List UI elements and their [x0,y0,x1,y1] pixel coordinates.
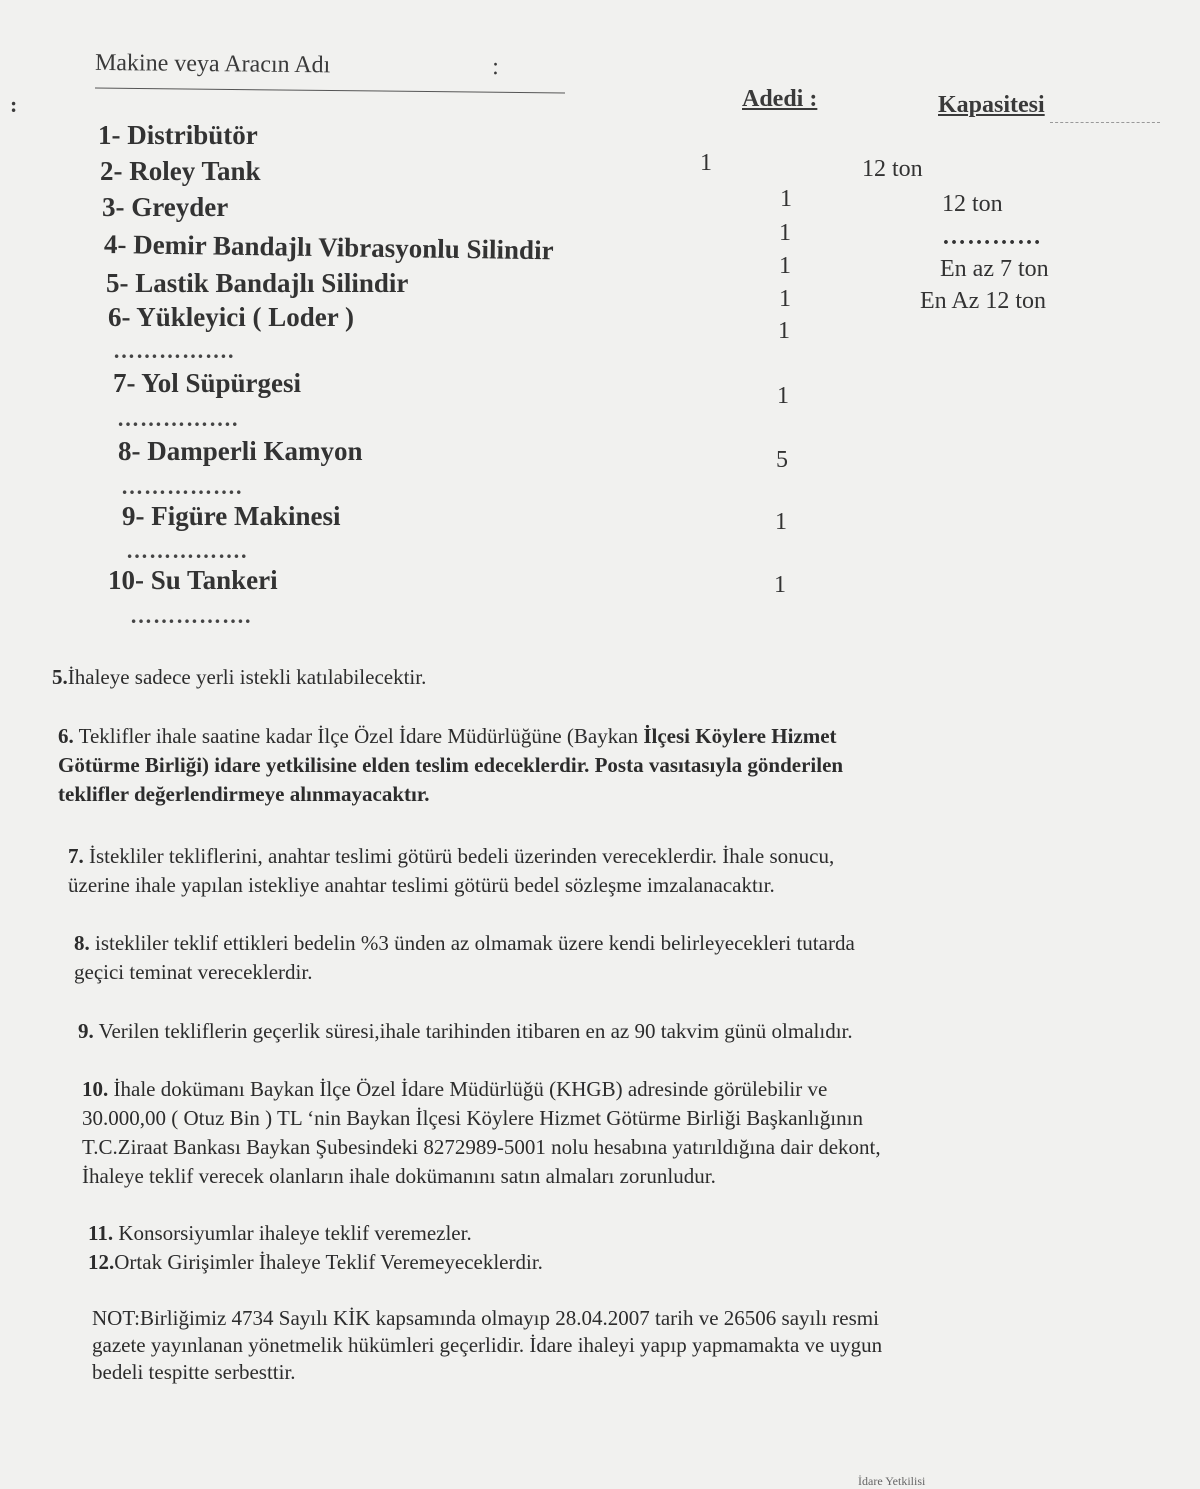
clause-5 [52,663,426,692]
equipment-capacity: En az 7 ton [940,256,1049,282]
count-column-header: Adedi : [742,86,818,112]
clause-text-line: Teklifler ihale saatine kadar İlçe Özel İdare Müdürlüğüne (Baykan [73,724,644,748]
clause-8 [74,929,855,987]
header-underline [95,88,565,94]
equipment-count: 1 [780,186,792,212]
clause-text: Konsorsiyumlar ihaleye teklif veremezler. [113,1221,472,1245]
dotted-placeholder: ……………. [113,338,235,363]
header-colon: : [492,54,500,81]
clause-number: 7. [68,844,84,868]
equipment-item: 2- Roley Tank [100,156,261,186]
equipment-item: 6- Yükleyici ( Loder ) [108,302,354,332]
clause-text: Ortak Girişimler İhaleye Teklif Veremeyeceklerdir. [114,1250,543,1274]
equipment-count: 1 [779,253,791,279]
signature-caption: İdare Yetkilisi [858,1474,926,1488]
capacity-column-header: Kapasitesi [938,92,1045,118]
clause-number: 8. [74,931,90,955]
clause-text-line: üzerine ihale yapılan istekliye anahtar teslimi götürü bedel sözleşme imzalanacaktır. [68,873,775,897]
equipment-count: 1 [700,150,712,176]
clause-11-12 [88,1219,543,1277]
clause-7 [68,842,834,900]
margin-mark: : [10,92,18,117]
equipment-item: 9- Figüre Makinesi [122,501,341,531]
clause-text-line: Götürme Birliği) idare yetkilisine elden teslim edeceklerdir. Posta vasıtasıyla gönderilen [58,753,844,777]
clause-text: İhaleye sadece yerli istekli katılabilecektir. [67,665,427,689]
dotted-placeholder: ……………. [126,538,248,563]
equipment-count: 1 [779,220,791,246]
clause-text: Verilen tekliflerin geçerlik süresi,ihale tarihinden itibaren en az 90 takvim günü olmalıdır. [93,1019,853,1043]
equipment-item: 8- Damperli Kamyon [118,436,363,466]
dotted-placeholder: ……………. [121,474,243,499]
note-text-line: gazete yayınlanan yönetmelik hükümleri geçerlidir. İdare ihaleyi yapıp yapmamakta ve uygun [92,1333,883,1357]
note-text-line: NOT:Birliğimiz 4734 Sayılı KİK kapsamında olmayıp 28.04.2007 tarih ve 26506 sayılı resmi [92,1306,879,1330]
clause-10 [82,1075,881,1191]
equipment-count: 1 [778,318,790,344]
clause-text-line: İhale dokümanı Baykan İlçe Özel İdare Müdürlüğü (KHGB) adresinde görülebilir ve [108,1077,828,1101]
header-dashed-line [1050,122,1160,123]
clause-number: 12. [88,1250,115,1274]
equipment-item: 3- Greyder [102,192,229,222]
equipment-item: 7- Yol Süpürgesi [113,368,302,398]
note-text-line: bedeli tespitte serbesttir. [92,1360,296,1384]
clause-number: 6. [58,724,74,748]
equipment-count: 1 [779,286,791,312]
equipment-count: 5 [776,447,788,473]
clause-text-line: geçici teminat vereceklerdir. [74,960,313,984]
clause-text-bold: İlçesi Köylere Hizmet [643,724,837,748]
clause-number: 9. [78,1019,94,1043]
dotted-placeholder: ……………. [130,603,252,628]
name-column-header [95,50,499,81]
equipment-count: 1 [774,572,786,598]
equipment-item: 5- Lastik Bandajlı Silindir [106,268,409,298]
equipment-count: 1 [775,509,787,535]
clause-number: 10. [82,1077,109,1101]
clause-text-line: 30.000,00 ( Otuz Bin ) TL ‘nin Baykan İlçesi Köylere Hizmet Götürme Birliği Başkanlığının [82,1106,863,1130]
equipment-count: 1 [777,383,789,409]
equipment-capacity: En Az 12 ton [920,288,1046,314]
equipment-capacity: 12 ton [942,191,1003,217]
equipment-item: 4- Demir Bandajlı Vibrasyonlu Silindir [103,229,554,266]
clause-9 [78,1017,853,1046]
clause-6 [58,722,843,809]
clause-number: 11. [88,1221,114,1245]
equipment-item: 1- Distribütör [98,120,258,150]
note-block [92,1305,882,1386]
dotted-placeholder: ……………. [117,406,239,431]
clause-text-line: İhaleye teklif verecek olanların ihale dokümanını satın almaları zorunludur. [82,1164,716,1188]
clause-text-line: T.C.Ziraat Bankası Baykan Şubesindeki 8272989-5001 nolu hesabına yatırıldığına dair dekont, [82,1135,881,1159]
clause-text-line: istekliler teklif ettikleri bedelin %3 ünden az olmamak üzere kendi belirleyecekleri tutarda [89,931,855,955]
name-label: Makine veya Aracın Adı [94,49,331,79]
equipment-capacity: ………… [942,224,1042,250]
equipment-item: 10- Su Tankeri [108,565,278,595]
clause-text-line: İstekliler tekliflerini, anahtar teslimi götürü bedeli üzerinden vereceklerdir. İhale sonucu, [83,844,835,868]
clause-text-line: teklifler değerlendirmeye alınmayacaktır. [58,782,430,806]
equipment-capacity: 12 ton [862,156,923,182]
clause-number: 5. [52,665,68,689]
